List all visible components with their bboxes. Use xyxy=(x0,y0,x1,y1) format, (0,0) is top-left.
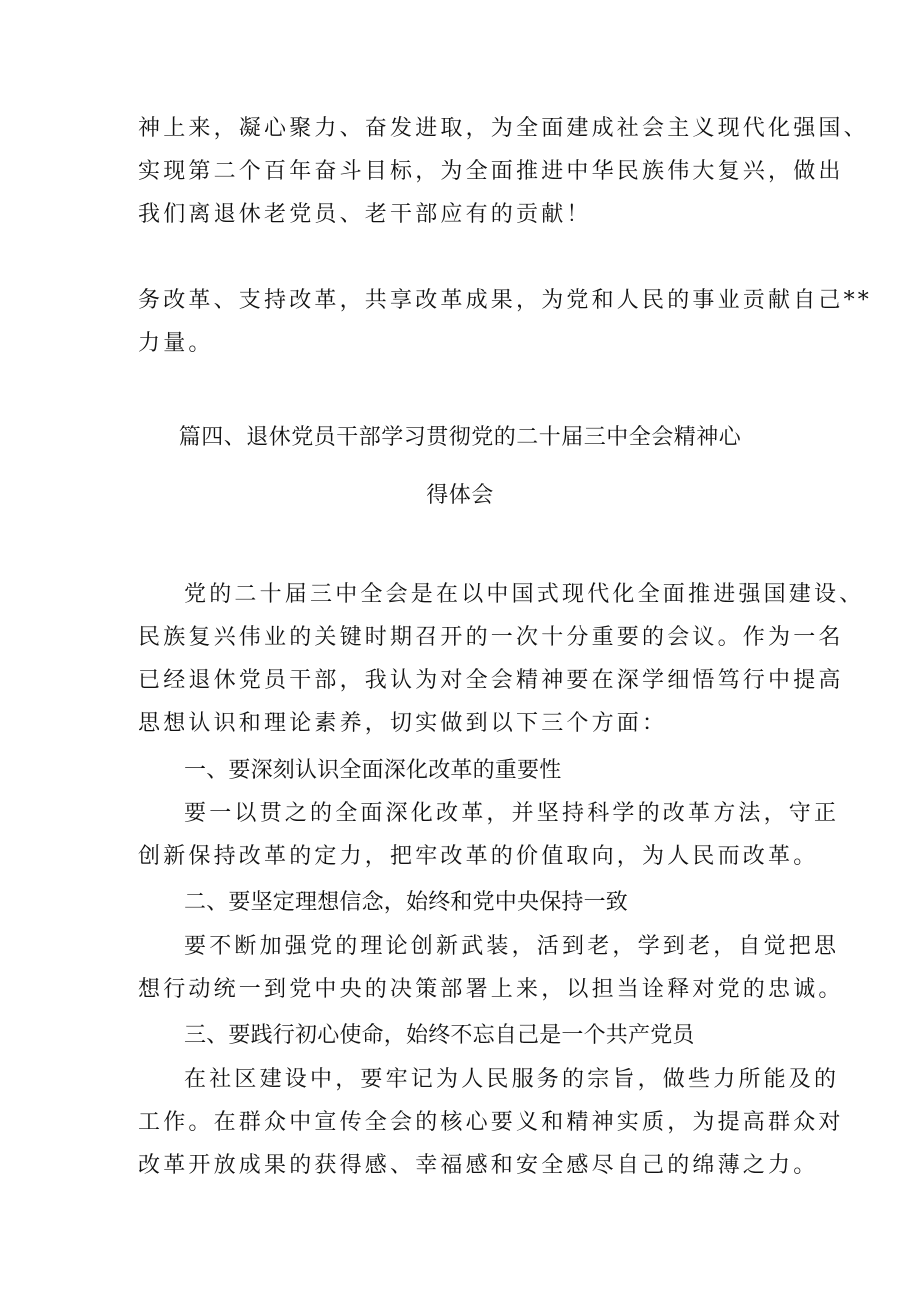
paragraph-line: 务改革、支持改革，共享改革成果，为党和人民的事业贡献自己** xyxy=(138,288,873,313)
paragraph-line: 思想认识和理论素养，切实做到以下三个方面： xyxy=(138,711,668,736)
section-heading: 二、要坚定理想信念，始终和党中央保持一致 xyxy=(184,890,629,915)
paragraph-line: 党的二十届三中全会是在以中国式现代化全面推进强国建设、 xyxy=(184,582,865,607)
paragraph-line: 在社区建设中，要牢记为人民服务的宗旨，做些力所能及的 xyxy=(184,1067,840,1092)
paragraph-line: 我们离退休老党员、老干部应有的贡献！ xyxy=(138,202,592,227)
paragraph-line: 民族复兴伟业的关键时期召开的一次十分重要的会议。作为一名 xyxy=(138,625,844,650)
paragraph-line: 工作。在群众中宣传全会的核心要义和精神实质，为提高群众对 xyxy=(138,1110,844,1135)
paragraph-line: 实现第二个百年奋斗目标，为全面推进中华民族伟大复兴，做出 xyxy=(138,159,844,184)
paragraph-line: 已经退休党员干部，我认为对全会精神要在深学细悟笃行中提高 xyxy=(138,668,844,693)
paragraph-line: 神上来，凝心聚力、奋发进取，为全面建成社会主义现代化强国、 xyxy=(138,116,869,141)
section-heading: 一、要深刻认识全面深化改革的重要性 xyxy=(184,758,562,783)
paragraph-line: 改革开放成果的获得感、幸福感和安全感尽自己的绵薄之力。 xyxy=(138,1153,819,1178)
paragraph-line: 创新保持改革的定力，把牢改革的价值取向，为人民而改革。 xyxy=(138,844,819,869)
article-title-line: 篇四、退休党员干部学习贯彻党的二十届三中全会精神心 xyxy=(178,425,742,450)
paragraph-line: 要一以贯之的全面深化改革，并坚持科学的改革方法，守正 xyxy=(184,801,840,826)
paragraph-line: 要不断加强党的理论创新武装，活到老，学到老，自觉把思 xyxy=(184,934,840,959)
article-title-line: 得体会 xyxy=(426,483,494,508)
section-heading: 三、要践行初心使命，始终不忘自己是一个共产党员 xyxy=(184,1023,695,1048)
paragraph-line: 想行动统一到党中央的决策部署上来，以担当诠释对党的忠诚。 xyxy=(138,977,844,1002)
paragraph-line: 力量。 xyxy=(138,331,214,356)
